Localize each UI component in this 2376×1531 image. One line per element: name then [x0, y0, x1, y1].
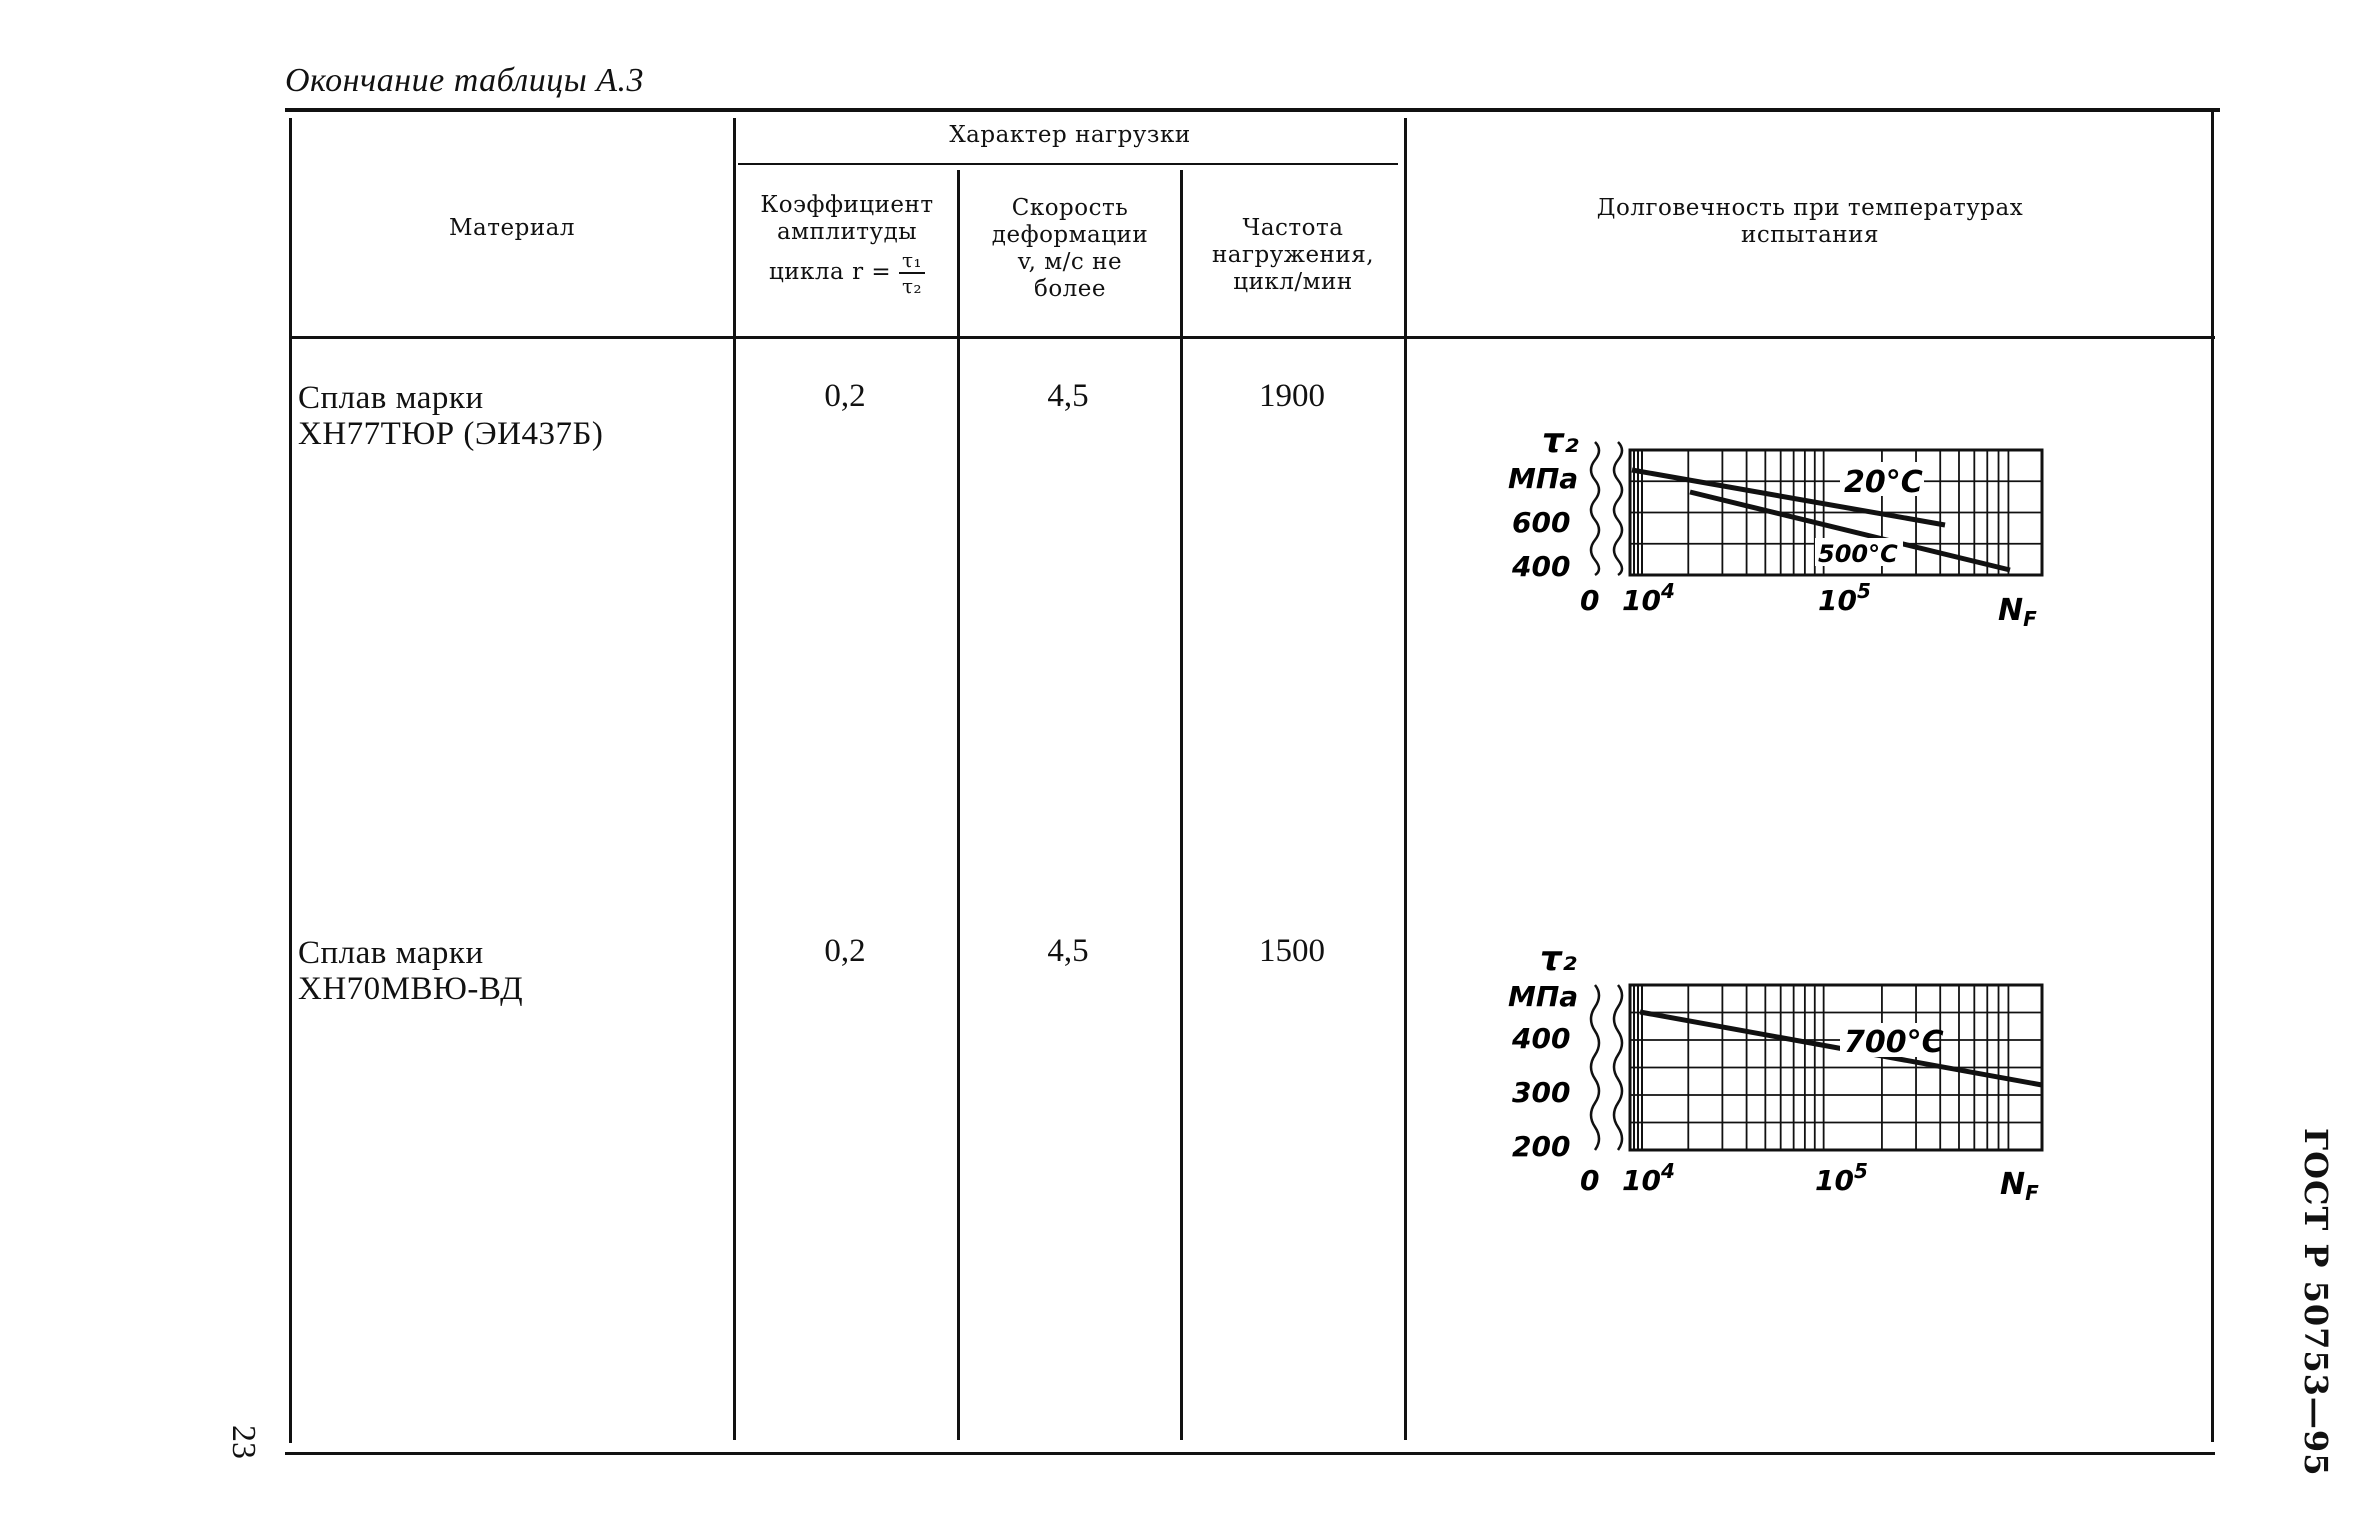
row-2-frequency: 1500: [1259, 933, 1325, 969]
header-material: Материал: [449, 215, 575, 241]
chart-2-xtick-1e5: $10^5$: [1815, 1159, 1868, 1197]
tau-fraction: $\frac{\text{τ₁}}{\text{τ₂}}$: [899, 248, 925, 298]
header-load-group: Характер нагрузки: [949, 122, 1191, 148]
header-coefficient: Коэффициент амплитуды цикла r = $\frac{\text{τ₁}}{\text{τ₂}}$: [760, 192, 934, 298]
header-frequency: Частота нагружения, цикл/мин: [1211, 215, 1375, 295]
chart-1-label-20c: 20°С: [1844, 465, 1923, 500]
durability-chart-2: [1500, 930, 2060, 1210]
row-1-frequency: 1900: [1259, 378, 1325, 414]
column-divider-2: [957, 170, 960, 1440]
chart-1-ytick-400: 400: [1512, 550, 1571, 583]
chart-1-axis-break-2: [1614, 442, 1622, 575]
row-1-coefficient: 0,2: [824, 378, 866, 414]
chart-2-axis-break-2: [1614, 985, 1622, 1150]
chart-1-origin: 0: [1580, 584, 1600, 617]
chart-2-ytick-300: 300: [1512, 1076, 1571, 1109]
chart-2-origin: 0: [1580, 1164, 1600, 1197]
table-caption: Окончание таблицы А.3: [285, 62, 645, 99]
header-bottom-border: [290, 336, 2215, 339]
chart-2-ylabel: τ₂: [1540, 939, 1577, 979]
chart-1-label-500c: 500°С: [1818, 540, 1898, 568]
chart-1-ytick-600: 600: [1512, 506, 1571, 539]
chart-1-xtick-1e5: $10^5$: [1818, 579, 1871, 617]
chart-1-ylabel: τ₂: [1542, 421, 1579, 461]
column-divider-1: [733, 118, 736, 1440]
standard-designation: ГОСТ Р 50753—95: [2297, 1128, 2335, 1477]
chart-2-grid: [1630, 985, 2042, 1150]
column-divider-3: [1180, 170, 1183, 1440]
table-left-border: [289, 118, 292, 1443]
chart-1-yunit: МПа: [1508, 462, 1579, 495]
page-number: 23: [225, 1425, 262, 1459]
chart-1-xlabel: $N_F$: [1998, 593, 2037, 630]
table-bottom-border: [285, 1452, 2215, 1455]
chart-2-label-700c: 700°С: [1844, 1025, 1944, 1060]
row-1-speed: 4,5: [1047, 378, 1089, 414]
chart-1-xtick-1e4: $10^4$: [1622, 579, 1675, 617]
chart-1-axis-break: [1591, 442, 1599, 575]
chart-2-yunit: МПа: [1508, 980, 1579, 1013]
header-speed: Скорость деформации v, м/с не более: [991, 195, 1149, 302]
durability-chart-1: [1500, 420, 2060, 630]
column-divider-4: [1404, 118, 1407, 1440]
row-2-speed: 4,5: [1047, 933, 1089, 969]
table-top-border: [285, 108, 2220, 112]
chart-2-xlabel: $N_F$: [2000, 1167, 2039, 1205]
chart-2-xtick-1e4: $10^4$: [1622, 1159, 1675, 1197]
chart-2-axis-break: [1591, 985, 1599, 1150]
row-2-coefficient: 0,2: [824, 933, 866, 969]
chart-2-ytick-200: 200: [1512, 1130, 1571, 1163]
load-group-divider: [738, 163, 1398, 165]
chart-2-ytick-400: 400: [1512, 1022, 1571, 1055]
row-1-material: Сплав марки ХН77ТЮР (ЭИ437Б): [298, 380, 604, 452]
table-right-border: [2211, 112, 2214, 1442]
header-durability: Долговечность при температурах испытания: [1596, 195, 2024, 248]
row-2-material: Сплав марки ХН70МВЮ-ВД: [298, 935, 524, 1007]
